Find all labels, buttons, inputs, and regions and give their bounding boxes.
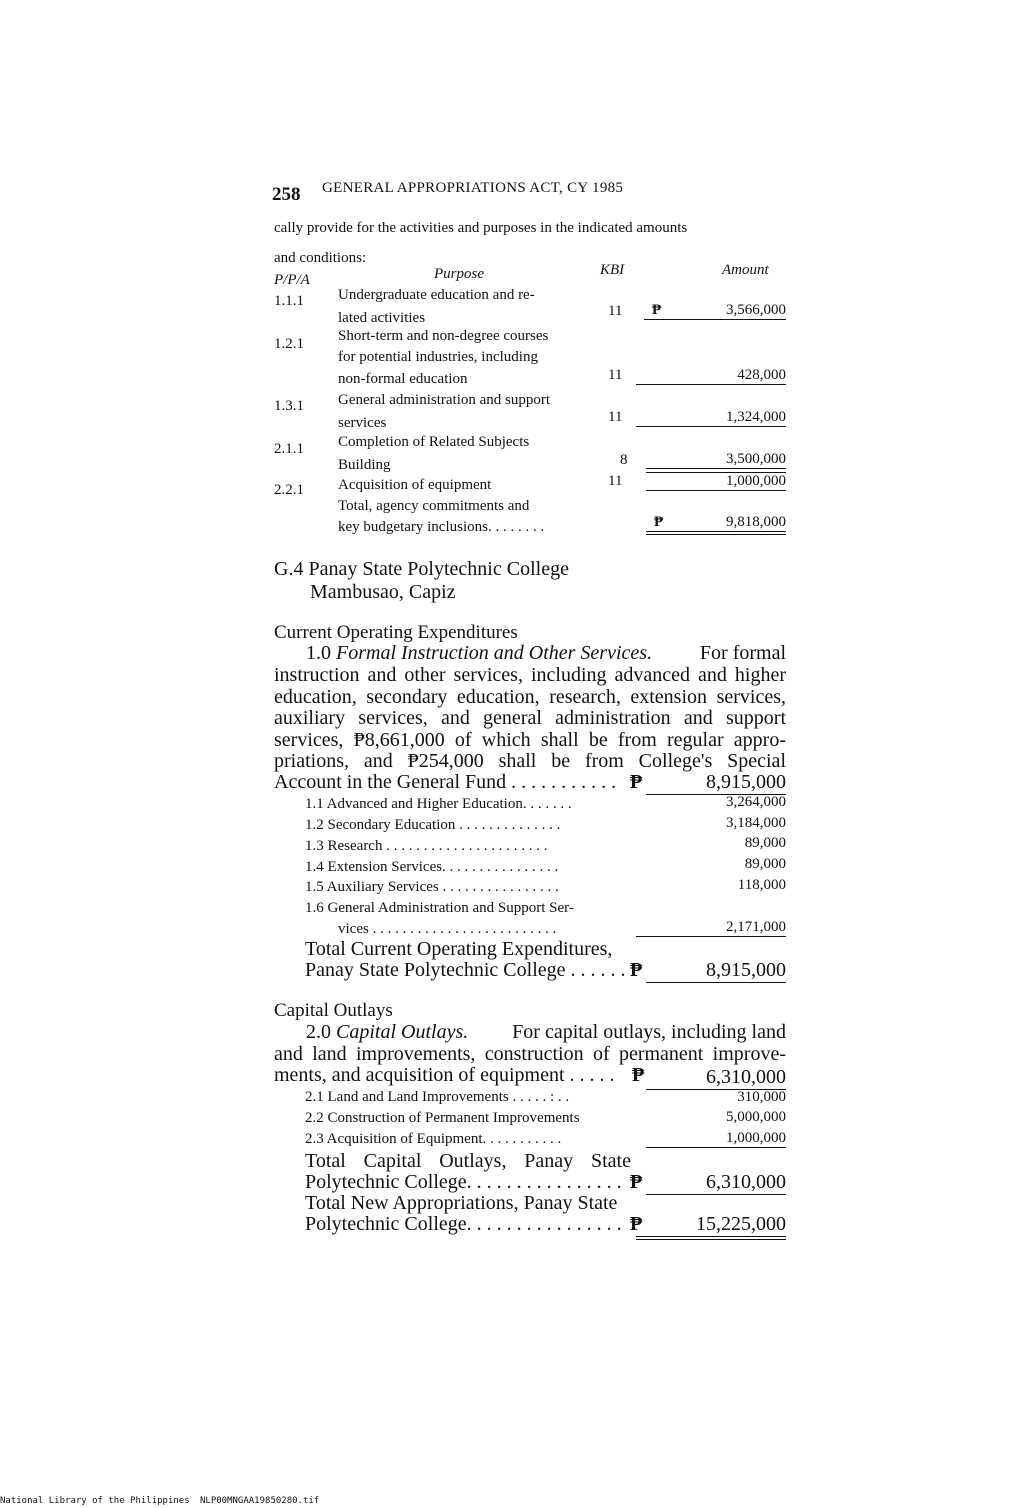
row-amount: 3,500,000: [646, 451, 786, 469]
row-purpose: for potential industries, including: [338, 349, 538, 365]
peso-sign: ₱: [630, 1213, 643, 1235]
section-total-label: Polytechnic College. . . . . . . . . . . . . . . .: [305, 1171, 622, 1193]
program-line: [274, 1021, 786, 1044]
row-purpose: Completion of Related Subjects: [338, 434, 530, 450]
section-heading: Capital Outlays: [274, 1000, 393, 1021]
line-item-label: 1.6 General Administration and Support Ser-: [305, 900, 574, 916]
section-total-label: Total Capital Outlays, Panay State: [305, 1150, 631, 1172]
line-item-label: vices . . . . . . . . . . . . . . . . . . . . . . . . .: [338, 921, 557, 937]
section-total-amount: 8,915,000: [646, 959, 786, 983]
program-number: 1.0: [306, 642, 331, 664]
row-ppa: 1.1.1: [274, 293, 304, 309]
line-item-label: 1.2 Secondary Education . . . . . . . . . . . . . .: [305, 817, 561, 833]
paragraph-line: services, ₱8,661,000 of which shall be from regular appro-: [274, 729, 786, 751]
section-total-label: Total Current Operating Expenditures,: [305, 938, 613, 960]
page-number: 258: [272, 184, 301, 205]
row-purpose: General administration and support: [338, 392, 551, 408]
grand-total-label: Polytechnic College. . . . . . . . . . . . . . . .: [305, 1213, 622, 1235]
intro-line-1: cally provide for the activities and purposes in the indicated amounts: [274, 220, 688, 236]
program-line: [274, 642, 786, 665]
row-kbi: 11: [608, 473, 623, 489]
program-title: Formal Instruction and Other Services.: [336, 642, 653, 664]
line-item-amount: 3,184,000: [726, 815, 786, 831]
line-item-amount: 310,000: [737, 1089, 786, 1105]
program-number: 2.0: [306, 1021, 331, 1043]
intro-line-2: and conditions:: [274, 250, 367, 266]
line-item-label: 1.3 Research . . . . . . . . . . . . . . . . . . . . . .: [305, 838, 548, 854]
col-header-ppa: P/P/A: [274, 272, 310, 288]
row-purpose: Building: [338, 457, 391, 473]
row-purpose: Short-term and non-degree courses: [338, 328, 549, 344]
line-item-amount: 3,264,000: [726, 794, 786, 810]
line-item-label: 1.4 Extension Services. . . . . . . . . . . . . . . .: [305, 859, 559, 875]
table-total-amount: 9,818,000: [646, 514, 786, 535]
running-title: GENERAL APPROPRIATIONS ACT, CY 1985: [322, 180, 624, 196]
account-line: Account in the General Fund . . . . . . . . . . .: [274, 771, 617, 793]
col-header-amount: Amount: [722, 262, 769, 278]
row-purpose: services: [338, 415, 387, 431]
row-amount: 428,000: [636, 367, 786, 385]
table-total-label: Total, agency commitments and: [338, 498, 530, 514]
table-total-label: key budgetary inclusions. . . . . . . .: [338, 519, 545, 535]
line-item-amount: 118,000: [737, 877, 786, 893]
agency-location: Mambusao, Capiz: [310, 581, 456, 603]
line-item-amount: 5,000,000: [726, 1109, 786, 1125]
row-kbi: 11: [608, 303, 623, 319]
paragraph-line: priations, and ₱254,000 shall be from College's Special: [274, 750, 786, 772]
col-header-kbi: KBI: [600, 262, 625, 278]
peso-sign: ₱: [654, 514, 664, 530]
paragraph-line: education, secondary education, research, extension services,: [274, 686, 786, 708]
col-header-purpose: Purpose: [434, 266, 484, 282]
peso-sign: ₱: [630, 771, 643, 793]
agency-title: G.4 Panay State Polytechnic College: [274, 558, 569, 580]
grand-total-amount: 15,225,000: [636, 1213, 786, 1240]
row-ppa: 1.3.1: [274, 398, 304, 414]
row-purpose: Undergraduate education and re-: [338, 287, 535, 303]
peso-sign: ₱: [652, 302, 662, 318]
grand-total-label: Total New Appropriations, Panay State: [305, 1192, 618, 1214]
paragraph-line: and land improvements, construction of permanent improve-: [274, 1043, 786, 1065]
section-total-amount: 6,310,000: [646, 1171, 786, 1195]
paragraph-line: ments, and acquisition of equipment . . . . .: [274, 1064, 615, 1086]
row-purpose: non-formal education: [338, 371, 468, 387]
line-item-label: 1.5 Auxiliary Services . . . . . . . . . . . . . . . .: [305, 879, 559, 895]
row-kbi: 8: [620, 452, 628, 468]
peso-sign: ₱: [630, 959, 643, 981]
row-ppa: 2.2.1: [274, 482, 304, 498]
paragraph-line: instruction and other services, including advanced and higher: [274, 664, 786, 686]
footer-library: National Library of the Philippines: [0, 1496, 190, 1506]
line-item-label: 2.2 Construction of Permanent Improvements: [305, 1110, 580, 1126]
line-item-label: 1.1 Advanced and Higher Education. . . . . . .: [305, 796, 572, 812]
row-kbi: 11: [608, 367, 623, 383]
line-item-amount: 89,000: [744, 856, 786, 872]
row-amount: 1,324,000: [636, 409, 786, 427]
paragraph-line: auxiliary services, and general administration and support: [274, 707, 786, 729]
row-purpose: Acquisition of equipment: [338, 477, 492, 493]
line-item-amount: 89,000: [744, 835, 786, 851]
row-ppa: 2.1.1: [274, 441, 304, 457]
program-text: For formal: [699, 642, 786, 664]
line-item-label: 2.3 Acquisition of Equipment. . . . . . . . . . .: [305, 1131, 562, 1147]
peso-sign: ₱: [632, 1064, 645, 1086]
row-amount: 1,000,000: [646, 472, 786, 491]
footer-filename: NLP00MNGAA19850280.tif: [200, 1496, 320, 1506]
line-item-amount: 2,171,000: [636, 919, 786, 937]
peso-sign: ₱: [630, 1171, 643, 1193]
row-kbi: 11: [608, 409, 623, 425]
section-heading: Current Operating Expenditures: [274, 622, 518, 643]
program-text: For capital outlays, including land: [512, 1021, 786, 1043]
section-total-label: Panay State Polytechnic College . . . . . .: [305, 959, 626, 981]
line-item-label: 2.1 Land and Land Improvements . . . . . : . .: [305, 1089, 570, 1105]
line-item-amount: 1,000,000: [646, 1130, 786, 1148]
row-amount: 3,566,000: [644, 302, 786, 320]
program-amount: 6,310,000: [646, 1066, 786, 1090]
program-title: Capital Outlays.: [336, 1021, 469, 1043]
row-ppa: 1.2.1: [274, 336, 304, 352]
row-purpose: lated activities: [338, 310, 426, 326]
account-amount: 8,915,000: [646, 771, 786, 795]
